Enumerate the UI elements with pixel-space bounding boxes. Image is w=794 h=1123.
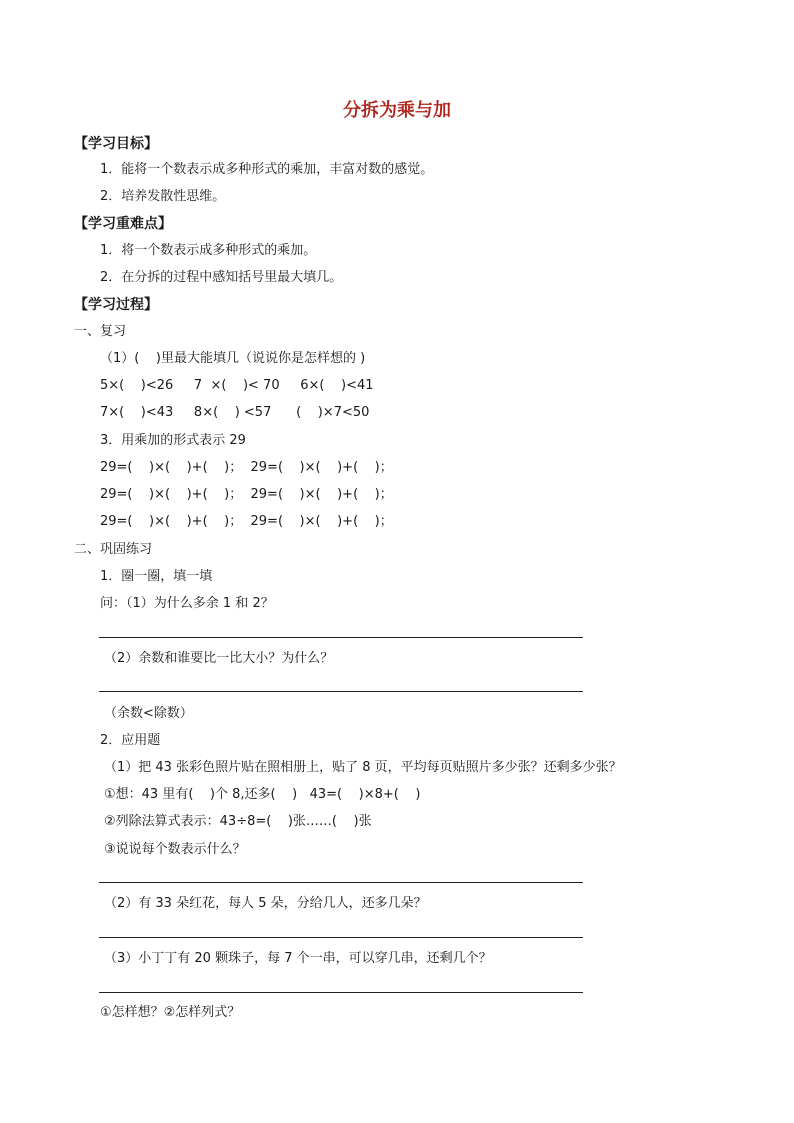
page-title: 分拆为乘与加 — [343, 100, 451, 121]
word-problem-step: ①想：43 里有( )个 8,还多( ) 43=( )×8+( ) — [104, 787, 421, 802]
review-expression-row: 29=( )×( )+( )； 29=( )×( )+( )； — [100, 514, 393, 529]
objectives-heading: 【学习目标】 — [74, 136, 158, 152]
key-point-item: 2．在分拆的过程中感知括号里最大填几。 — [100, 270, 343, 285]
review-expression-row: 29=( )×( )+( )； 29=( )×( )+( )； — [100, 460, 393, 475]
review-inequality-row: 7×( )<43 8×( ) <57 ( )×7<50 — [100, 405, 370, 420]
practice-heading: 二、巩固练习 — [74, 542, 153, 557]
word-problem-step: ②列除法算式表示：43÷8=( )张……( )张 — [104, 814, 372, 829]
practice-item-2: 2．应用题 — [100, 733, 161, 748]
answer-line[interactable] — [99, 882, 583, 883]
objective-item: 1．能将一个数表示成多种形式的乘加，丰富对数的感觉。 — [100, 162, 434, 177]
key-point-item: 1．将一个数表示成多种形式的乘加。 — [100, 243, 317, 258]
review-expression-row: 29=( )×( )+( )； 29=( )×( )+( )； — [100, 487, 393, 502]
answer-line[interactable] — [99, 691, 583, 692]
key-points-heading: 【学习重难点】 — [74, 216, 172, 232]
practice-question: （2）余数和谁要比一比大小？为什么？ — [104, 651, 334, 666]
process-heading: 【学习过程】 — [74, 297, 158, 313]
word-problem: （3）小丁丁有 20 颗珠子，每 7 个一串，可以穿几串，还剩几个？ — [104, 951, 492, 966]
objective-item: 2．培养发散性思维。 — [100, 189, 226, 204]
answer-line[interactable] — [99, 992, 583, 993]
answer-line[interactable] — [99, 937, 583, 938]
word-problem: （2）有 33 朵红花，每人 5 朵，分给几人，还多几朵？ — [104, 896, 427, 911]
practice-item-1: 1．圈一圈，填一填 — [100, 569, 213, 584]
review-heading: 一、复习 — [74, 324, 127, 339]
word-problem: （1）把 43 张彩色照片贴在照相册上，贴了 8 页，平均每页贴照片多少张？还剩多少张？ — [104, 760, 622, 775]
word-problem-step: ①怎样想？②怎样列式？ — [100, 1005, 241, 1020]
review-inequality-row: 5×( )<26 7 ×( )< 70 6×( )<41 — [100, 378, 374, 393]
practice-question: 问：（1）为什么多余 1 和 2？ — [100, 596, 274, 611]
practice-note: （余数<除数） — [104, 706, 193, 721]
word-problem-step: ③说说每个数表示什么？ — [104, 842, 246, 857]
answer-line[interactable] — [99, 637, 583, 638]
review-question-3: 3．用乘加的形式表示 29 — [100, 433, 246, 448]
review-question-1: （1）( )里最大能填几（说说你是怎样想的 ) — [100, 351, 366, 366]
